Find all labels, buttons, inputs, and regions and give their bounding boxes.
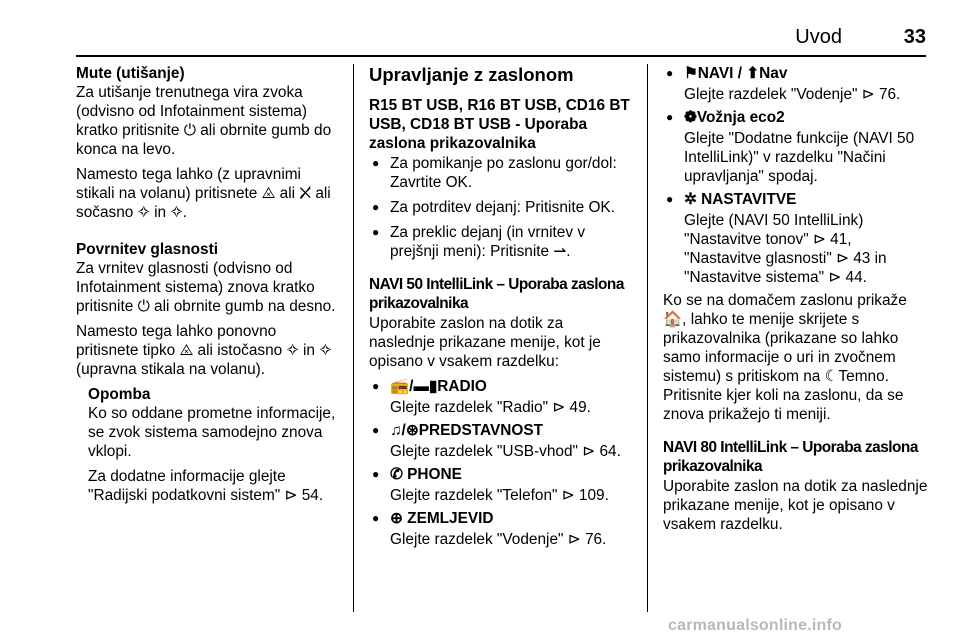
column-divider-2 bbox=[647, 64, 648, 612]
menu-entry-eco: ● ❁Vožnja eco2 Glejte "Dodatne funkcije (NAVI 50 IntelliLink)" v razdelku "Načini upravljanja" spodaj. bbox=[663, 108, 928, 186]
mute-paragraph-2: Namesto tega lahko (z upravnimi stikali na volanu) pritisnete ⨻ ali ✕̸ ali sočasno ✧ in ✧. bbox=[76, 166, 331, 221]
menu-entry-media: ● ♫/⊛PREDSTAVNOST Glejte razdelek "USB-vhod" ⊳ 64. bbox=[369, 421, 633, 461]
menu-entry-media-desc: Glejte razdelek "USB-vhod" ⊳ 64. bbox=[390, 443, 621, 460]
header-rule bbox=[76, 55, 926, 57]
menu-entry-phone-title: ✆ PHONE bbox=[390, 466, 462, 483]
header-title: Uvod bbox=[795, 26, 842, 48]
restore-heading: Povrnitev glasnosti bbox=[76, 241, 218, 258]
subsection-navi80-heading: NAVI 80 IntelliLink – Uporaba zaslona prikazovalnika bbox=[663, 439, 918, 475]
menu-entry-map-desc: Glejte razdelek "Vodenje" ⊳ 76. bbox=[390, 531, 607, 548]
menu-entry-settings-desc: Glejte (NAVI 50 IntelliLink) "Nastavitve tonov" ⊳ 41, "Nastavitve glasnosti" ⊳ 43 in "Nastavitve sistema" ⊳ 44. bbox=[684, 212, 887, 286]
menu-entry-settings: ● ✲ NASTAVITVE Glejte (NAVI 50 IntelliLink) "Nastavitve tonov" ⊳ 41, "Nastavitve glasnosti" ⊳ 43 in "Nastavitve sistema" ⊳ 44. bbox=[663, 190, 928, 287]
menu-entry-eco-title: ❁Vožnja eco2 bbox=[684, 109, 785, 126]
bullet-cancel: ● Za preklic dejanj (in vrnitev v prejšnji meni): Pritisnite ⇀. bbox=[369, 223, 633, 261]
mute-heading: Mute (utišanje) bbox=[76, 65, 185, 82]
column-3 bbox=[663, 64, 928, 540]
menu-entry-navi-desc: Glejte razdelek "Vodenje" ⊳ 76. bbox=[684, 86, 901, 103]
menu-entry-radio: ● 📻/▬▮RADIO Glejte razdelek "Radio" ⊳ 49. bbox=[369, 377, 633, 417]
note-box bbox=[88, 385, 338, 505]
menu-entry-radio-title: 📻/▬▮RADIO bbox=[390, 378, 487, 395]
watermark: carmanualsonline.info bbox=[668, 617, 843, 634]
menu-entry-map-title: ⊕ ZEMLJEVID bbox=[390, 510, 494, 527]
note-paragraph: Ko so oddane prometne informacije, se zvok sistema samodejno znova vklopi. bbox=[88, 405, 336, 460]
section-title: Upravljanje z zaslonom bbox=[369, 64, 574, 85]
menu-entry-phone-desc: Glejte razdelek "Telefon" ⊳ 109. bbox=[390, 487, 609, 504]
bullet-scroll: ● Za pomikanje po zaslonu gor/dol: Zavrtite OK. bbox=[369, 154, 633, 192]
subsection-r15-heading: R15 BT USB, R16 BT USB, CD16 BT USB, CD18 BT USB - Uporaba zaslona prikazovalnika bbox=[369, 97, 630, 152]
restore-paragraph: Za vrnitev glasnosti (odvisno od Infotainment sistema) znova kratko pritisnite ⏻ ali obrnite gumb na desno. bbox=[76, 260, 336, 315]
menu-entry-settings-title: ✲ NASTAVITVE bbox=[684, 191, 797, 208]
menu-entry-navi: ● ⚑NAVI / ⬆Nav Glejte razdelek "Vodenje" ⊳ 76. bbox=[663, 64, 928, 104]
column-divider-1 bbox=[353, 64, 354, 612]
mute-paragraph: Za utišanje trenutnega vira zvoka (odvisno od Infotainment sistema) kratko pritisnite ⏻ ali obrnite gumb do konca na levo. bbox=[76, 84, 332, 158]
column-1 bbox=[76, 64, 338, 511]
menu-entry-navi-title: ⚑NAVI / ⬆Nav bbox=[684, 65, 788, 82]
note-paragraph-2: Za dodatne informacije glejte "Radijski podatkovni sistem" ⊳ 54. bbox=[88, 468, 324, 504]
menu-entry-radio-desc: Glejte razdelek "Radio" ⊳ 49. bbox=[390, 399, 591, 416]
menu-entry-eco-desc: Glejte "Dodatne funkcije (NAVI 50 IntelliLink)" v razdelku "Načini upravljanja" spodaj. bbox=[684, 130, 915, 185]
menu-entry-phone: ● ✆ PHONE Glejte razdelek "Telefon" ⊳ 109. bbox=[369, 465, 633, 505]
navi80-intro: Uporabite zaslon na dotik za naslednje prikazane menije, kot je opisano v vsakem razdelku. bbox=[663, 478, 928, 533]
bullet-confirm: ● Za potrditev dejanj: Pritisnite OK. bbox=[369, 198, 633, 217]
note-heading: Opomba bbox=[88, 386, 151, 403]
restore-paragraph-2: Namesto tega lahko ponovno pritisnete tipko ⨻ ali istočasno ✧ in ✧ (upravna stikala na volanu). bbox=[76, 323, 332, 378]
navi50-intro: Uporabite zaslon na dotik za naslednje prikazane menije, kot je opisano v vsakem razdelku: bbox=[369, 315, 601, 370]
menu-entry-media-title: ♫/⊛PREDSTAVNOST bbox=[390, 422, 543, 439]
page-number: 33 bbox=[903, 26, 926, 48]
column-2 bbox=[369, 64, 633, 553]
page-header bbox=[76, 26, 926, 56]
subsection-navi50-heading: NAVI 50 IntelliLink – Uporaba zaslona prikazovalnika bbox=[369, 276, 624, 312]
home-screen-paragraph: Ko se na domačem zaslonu prikaže 🏠, lahko te menije skrijete s prikazovalnika (prikazane so lahko samo informacije o uri in zvočnem sistemu) s pritiskom na ☾Temno. Pritisnite kjer koli na zaslonu, da se znova prikažejo ti meniji. bbox=[663, 292, 907, 423]
menu-entry-map: ● ⊕ ZEMLJEVID Glejte razdelek "Vodenje" ⊳ 76. bbox=[369, 509, 633, 549]
